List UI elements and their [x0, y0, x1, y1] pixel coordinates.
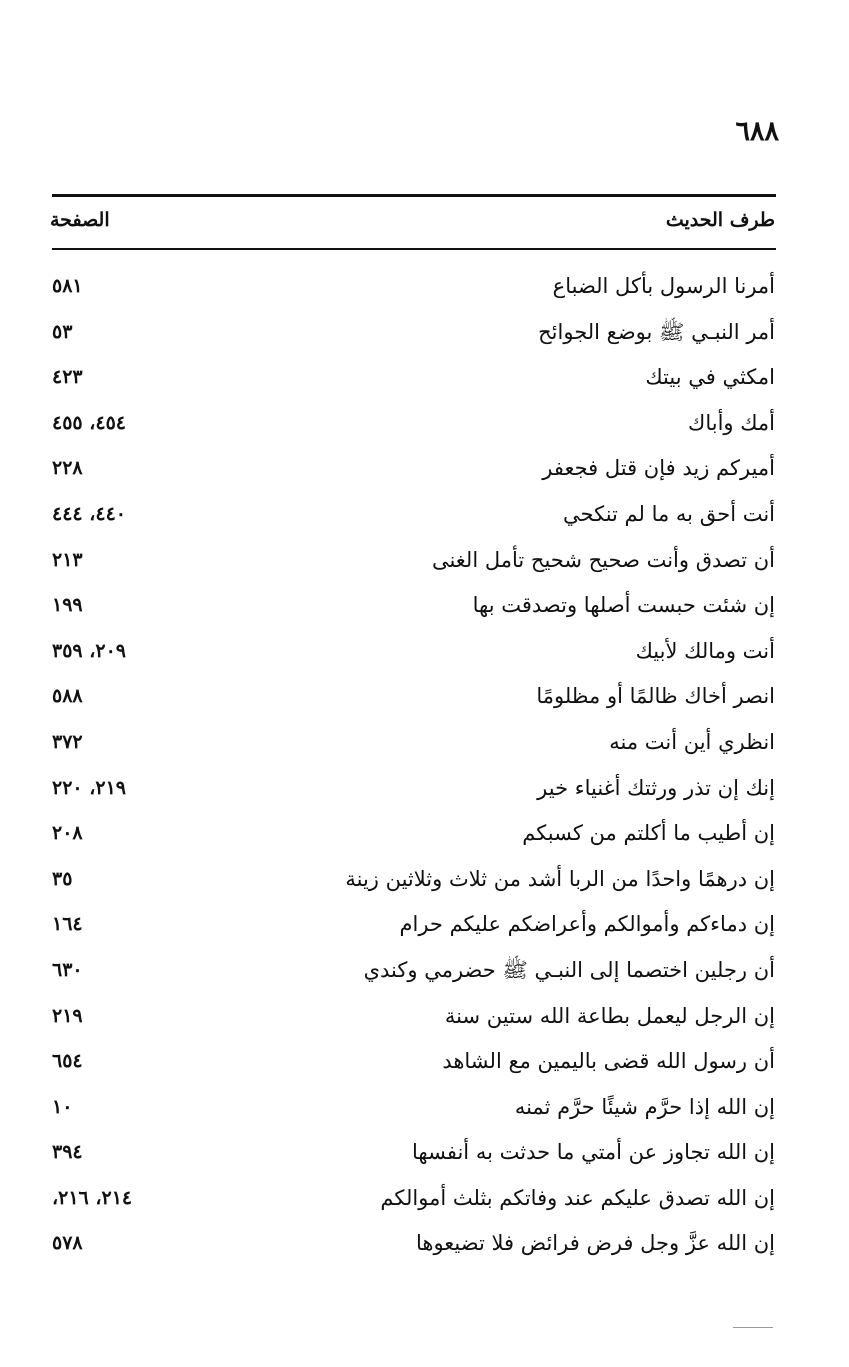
page-reference: ٤٥٤، ٤٥٥ [52, 411, 126, 434]
hadith-text: إن الله تصدق عليكم عند وفاتكم بثلث أموالكم [380, 1185, 775, 1210]
page-reference: ٦٣٠ [52, 958, 83, 981]
hadith-text: إن الرجل ليعمل بطاعة الله ستين سنة [444, 1003, 775, 1028]
page-reference: ٦٥٤ [52, 1050, 83, 1073]
index-entry [0, 1130, 849, 1176]
page-reference: ٥٣ [52, 320, 73, 343]
index-entry [0, 492, 849, 538]
index-entry [0, 994, 849, 1040]
page-reference: ٥٧٨ [52, 1232, 83, 1255]
index-entries [0, 264, 849, 1267]
index-entry [0, 857, 849, 903]
index-entry [0, 310, 849, 356]
index-entry [0, 583, 849, 629]
hadith-text: إن درهمًا واحدًا من الربا أشد من ثلاث وثلاثين زينة [345, 866, 775, 891]
index-entry [0, 902, 849, 948]
index-entry [0, 1221, 849, 1267]
table-top-rule [52, 194, 776, 197]
page-reference: ٢١٤، ٢١٦، [52, 1186, 133, 1209]
hadith-text: إن الله إذا حرَّم شيئًا حرَّم ثمنه [514, 1094, 775, 1119]
index-entry [0, 1176, 849, 1222]
hadith-text: إن الله تجاوز عن أمتي ما حدثت به أنفسها [412, 1140, 775, 1165]
index-entry [0, 720, 849, 766]
page-reference: ٢٠٨ [52, 822, 83, 845]
index-entry [0, 401, 849, 447]
hadith-text: إنك إن تذر ورثتك أغنياء خير [537, 775, 775, 800]
index-entry [0, 674, 849, 720]
hadith-text: أنت ومالك لأبيك [635, 638, 775, 663]
index-entry [0, 538, 849, 584]
page-reference: ٣٩٤ [52, 1141, 83, 1164]
hadith-text: إن الله عزَّ وجل فرض فرائض فلا تضيعوها [415, 1231, 775, 1256]
page-reference: ٣٧٢ [52, 730, 83, 753]
index-entry [0, 1085, 849, 1131]
hadith-column-header: طرف الحديث [665, 209, 775, 231]
page-number: ٦٨٨ [735, 116, 779, 147]
index-entry [0, 948, 849, 994]
page-reference: ١٩٩ [52, 594, 83, 617]
hadith-text: انصر أخاك ظالمًا أو مظلومًا [536, 684, 775, 709]
hadith-text: أميركم زيد فإن قتل فجعفر [542, 456, 775, 481]
index-entry [0, 766, 849, 812]
hadith-text: أن رسول الله قضى باليمين مع الشاهد [442, 1049, 775, 1074]
page-reference: ٥٨١ [52, 275, 83, 297]
page-reference: ٢٠٩، ٣٥٩ [52, 639, 126, 662]
hadith-text: أمرنا الرسول بأكل الضباع [552, 274, 775, 298]
index-entry [0, 811, 849, 857]
page-reference: ٢٢٨ [52, 457, 83, 480]
index-entry [0, 446, 849, 492]
table-header-rule [52, 248, 776, 250]
page-reference: ٢١٩ [52, 1004, 83, 1027]
hadith-text: أن رجلين اختصما إلى النبـي ﷺ حضرمي وكندي [363, 957, 775, 982]
hadith-text: إن أطيب ما أكلتم من كسبكم [522, 821, 775, 846]
hadith-text: انظري أين أنت منه [609, 729, 775, 754]
page-reference: ٤٤٠، ٤٤٤ [52, 502, 126, 525]
page-reference: ٥٨٨ [52, 685, 83, 708]
hadith-text: أمك وأباك [688, 410, 775, 435]
page-reference: ٢١٣ [52, 548, 83, 571]
hadith-text: امكثي في بيتك [645, 365, 775, 390]
page-reference: ٣٥ [52, 867, 73, 890]
index-entry [0, 264, 849, 310]
footer-mark [733, 1327, 773, 1328]
page-reference: ٢١٩، ٢٢٠ [52, 776, 126, 799]
hadith-text: إن شئت حبست أصلها وتصدقت بها [472, 593, 775, 618]
index-entry [0, 629, 849, 675]
hadith-text: أنت أحق به ما لم تنكحي [563, 501, 775, 526]
hadith-text: إن دماءكم وأموالكم وأعراضكم عليكم حرام [399, 912, 775, 937]
page-reference: ١٦٤ [52, 913, 83, 936]
page-reference: ٤٢٣ [52, 366, 83, 389]
page-reference: ١٠ [52, 1095, 73, 1118]
hadith-text: أن تصدق وأنت صحيح شحيح تأمل الغنى [431, 547, 775, 572]
page-column-header: الصفحة [50, 209, 110, 231]
hadith-text: أمر النبـي ﷺ بوضع الجوائح [538, 319, 775, 344]
index-entry [0, 1039, 849, 1085]
index-entry [0, 355, 849, 401]
